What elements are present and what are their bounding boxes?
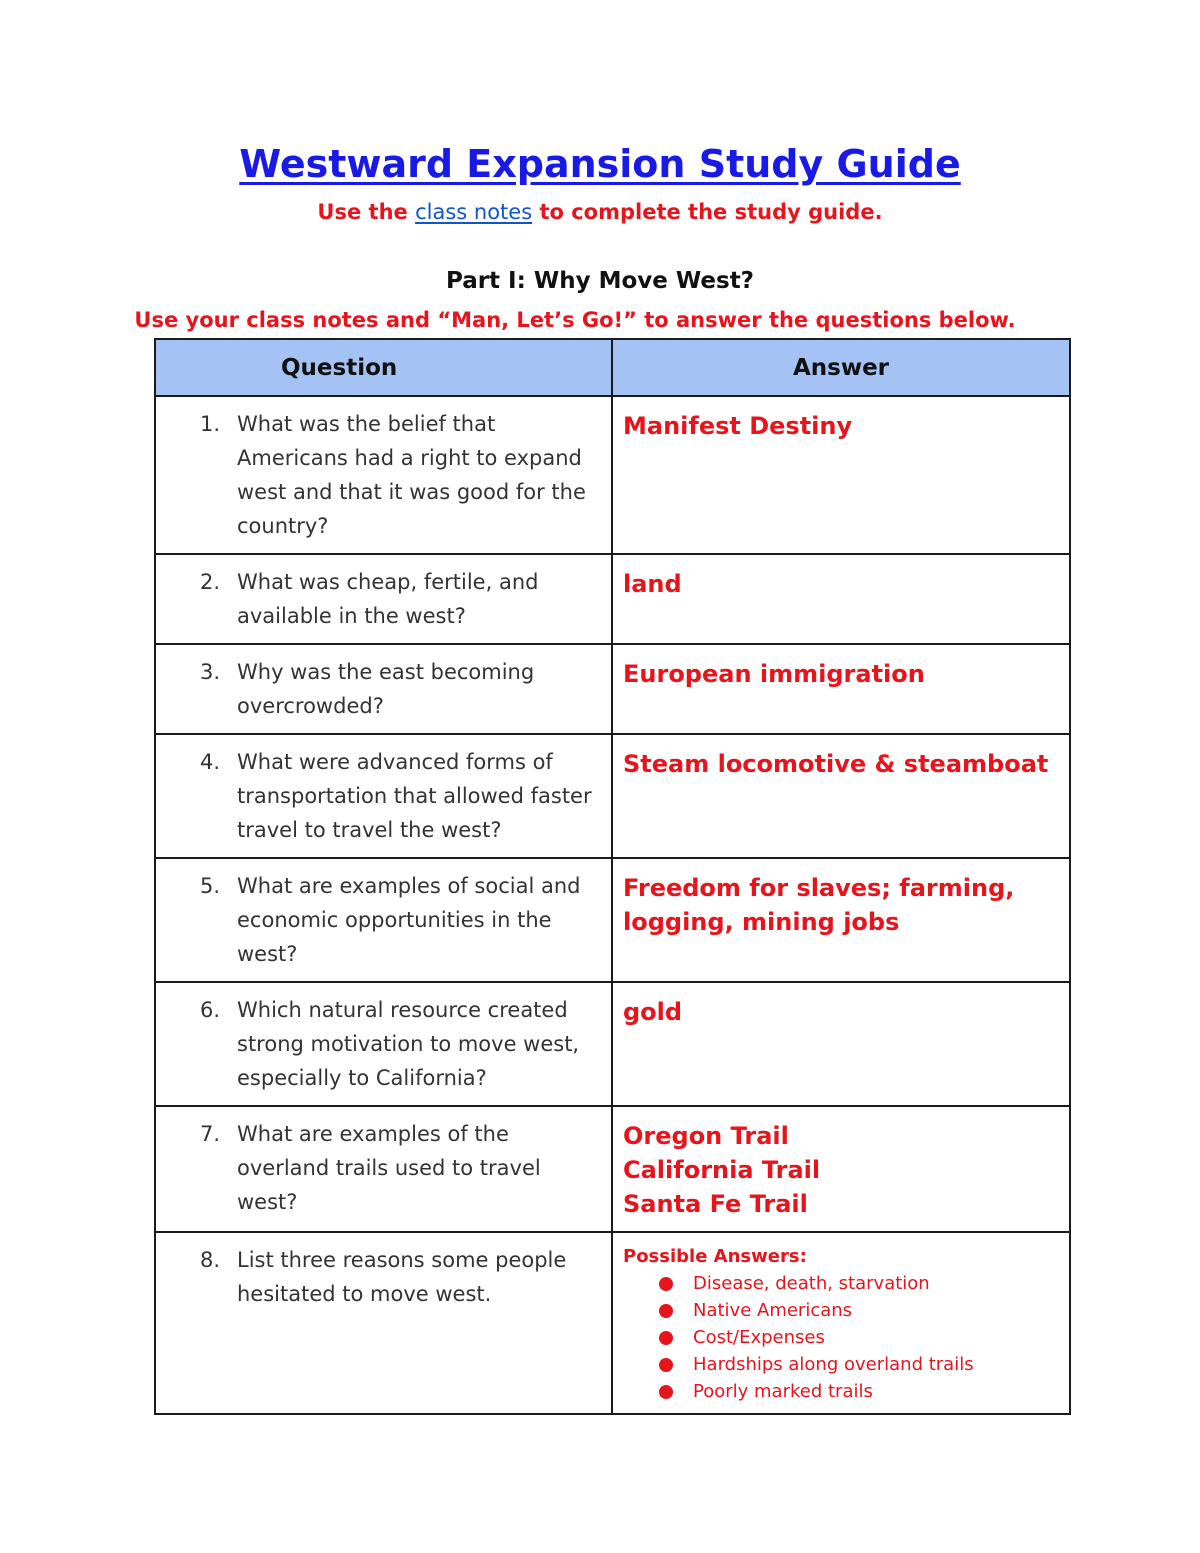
question-cell (155, 734, 612, 858)
question-column-header: Question (155, 339, 612, 396)
table-row (155, 554, 1070, 644)
list-item (623, 1270, 1059, 1297)
answer-cell (612, 644, 1070, 734)
answer-text: gold (623, 998, 683, 1026)
list-item (623, 1378, 1059, 1405)
table-row (155, 396, 1070, 554)
table-row (155, 734, 1070, 858)
question-number: 8. (200, 1248, 221, 1272)
answer-column-header: Answer (612, 339, 1070, 396)
bullet-icon (659, 1304, 673, 1318)
question-text: What are examples of the overland trails used to travel west? (237, 1122, 541, 1214)
table-row (155, 982, 1070, 1106)
table-row (155, 1106, 1070, 1232)
instruction-line (0, 200, 1200, 224)
question-cell (155, 858, 612, 982)
answer-cell (612, 982, 1070, 1106)
part-1-instruction: Use your class notes and “Man, Let’s Go!” to answer the questions below. (134, 308, 1016, 332)
answer-cell (612, 1232, 1070, 1414)
question-number: 3. (200, 660, 221, 684)
answer-text: Steam locomotive & steamboat (623, 750, 1049, 778)
table-row (155, 858, 1070, 982)
answer-text: Oregon Trail (623, 1122, 789, 1150)
question-cell (155, 1232, 612, 1414)
possible-answer-text: Poorly marked trails (693, 1381, 873, 1402)
study-guide-table (154, 338, 1071, 1415)
question-text: Why was the east becoming overcrowded? (237, 660, 535, 718)
question-text: What were advanced forms of transportation that allowed faster travel to travel the west? (237, 750, 592, 842)
answer-text: Manifest Destiny (623, 412, 853, 440)
table-header-row (155, 339, 1070, 396)
question-number: 1. (200, 412, 221, 436)
instruction-prefix: Use the (317, 200, 408, 224)
answer-cell (612, 858, 1070, 982)
question-cell (155, 644, 612, 734)
possible-answer-text: Cost/Expenses (693, 1327, 825, 1348)
question-text: Which natural resource created strong motivation to move west, especially to California? (237, 998, 580, 1090)
question-cell (155, 396, 612, 554)
page-title: Westward Expansion Study Guide (239, 142, 961, 186)
answer-text: Santa Fe Trail (623, 1190, 808, 1218)
question-cell (155, 554, 612, 644)
question-text: List three reasons some people hesitated to move west. (237, 1248, 567, 1306)
answer-cell (612, 396, 1070, 554)
list-item (623, 1351, 1059, 1378)
table-row (155, 1232, 1070, 1414)
question-text: What was the belief that Americans had a right to expand west and that it was good for the country? (237, 412, 586, 538)
possible-answer-text: Hardships along overland trails (693, 1354, 974, 1375)
question-number: 6. (200, 998, 221, 1022)
answer-text: land (623, 570, 682, 598)
table-row (155, 644, 1070, 734)
instruction-suffix: to complete the study guide. (539, 200, 883, 224)
answer-cell (612, 734, 1070, 858)
part-1-heading: Part I: Why Move West? (445, 268, 755, 294)
class-notes-link[interactable]: class notes (415, 200, 533, 224)
bullet-icon (659, 1277, 673, 1291)
bullet-icon (659, 1385, 673, 1399)
question-number: 2. (200, 570, 221, 594)
answer-cell (612, 1106, 1070, 1232)
list-item (623, 1324, 1059, 1351)
possible-answers-label: Possible Answers: (623, 1246, 807, 1267)
possible-answer-text: Native Americans (693, 1300, 853, 1321)
answer-text: Freedom for slaves; farming, logging, mining jobs (623, 874, 1015, 936)
bullet-icon (659, 1358, 673, 1372)
question-number: 7. (200, 1122, 221, 1146)
question-cell (155, 1106, 612, 1232)
bullet-icon (659, 1331, 673, 1345)
answer-cell (612, 554, 1070, 644)
possible-answers-list (623, 1270, 1059, 1405)
answer-text: European immigration (623, 660, 925, 688)
question-cell (155, 982, 612, 1106)
answer-text: California Trail (623, 1156, 821, 1184)
question-text: What are examples of social and economic opportunities in the west? (237, 874, 581, 966)
possible-answer-text: Disease, death, starvation (693, 1273, 930, 1294)
question-number: 5. (200, 874, 221, 898)
question-text: What was cheap, fertile, and available in the west? (237, 570, 539, 628)
list-item (623, 1297, 1059, 1324)
question-number: 4. (200, 750, 221, 774)
